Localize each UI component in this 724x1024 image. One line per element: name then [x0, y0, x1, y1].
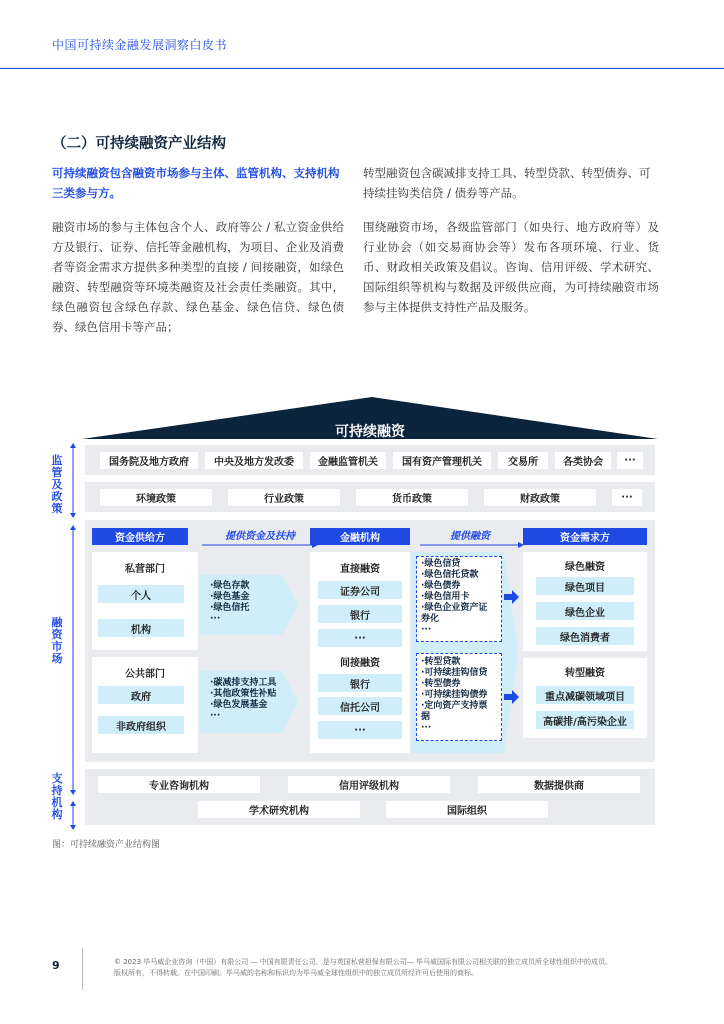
policy-item: 货币政策 — [356, 489, 468, 506]
regulator-item: 国务院及地方政府 — [100, 452, 198, 469]
footer-divider — [82, 948, 83, 990]
arrow2-list — [210, 678, 300, 722]
private-sector-title: 私营部门 — [125, 564, 165, 575]
green-demand-item: 绿色企业 — [536, 602, 634, 620]
public-sector-title: 公共部门 — [125, 669, 165, 680]
arrow1-item: ·绿色基金 — [210, 592, 250, 602]
footer-line-1: © 2023 毕马威企业咨询（中国）有限公司 — 中国有限责任公司，是与英国私营担保有限公司— 毕马威国际有限公司相关联的独立成员所全球性组织中的成员。 — [114, 958, 612, 966]
right-paragraph-1: 转型融资包含碳减排支持工具、转型贷款、转型债券、可持续挂钩类信贷 / 债券等产品。 — [363, 166, 651, 200]
indirect-item: ··· — [318, 721, 402, 739]
arrow2-item: ·其他政策性补贴 — [210, 689, 277, 699]
side-label-market: 融资市场 — [51, 616, 63, 665]
vertical-arrows — [68, 443, 78, 833]
direct-item: 银行 — [318, 605, 402, 623]
support-item: 信用评级机构 — [288, 776, 450, 793]
green-product-item: ·绿色信用卡 — [421, 592, 470, 602]
financial-institutions-header: 金融机构 — [310, 528, 410, 545]
flow-label-financing: 提供融资 — [450, 531, 490, 542]
small-arrow-transition — [504, 690, 520, 704]
green-product-item: ·绿色债券 — [421, 581, 461, 591]
transition-product-item: ·定向资产支持票 — [421, 701, 488, 711]
regulator-item: 交易所 — [498, 452, 548, 469]
green-products-list — [421, 559, 501, 636]
footer-legal — [114, 957, 674, 979]
figure-caption: 图：可持续融资产业结构图 — [52, 840, 161, 850]
indirect-financing-title: 间接融资 — [340, 658, 380, 669]
transition-product-item: ·转型贷款 — [421, 657, 461, 667]
direct-item: ··· — [318, 629, 402, 647]
regulator-item: 各类协会 — [555, 452, 611, 469]
transition-financing-title: 转型融资 — [565, 668, 605, 679]
indirect-item: 信托公司 — [318, 697, 402, 715]
support-item: 数据提供商 — [478, 776, 640, 793]
public-item: 非政府组织 — [98, 716, 184, 734]
support-item: 国际组织 — [386, 801, 548, 818]
transition-product-item: ·转型债券 — [421, 679, 461, 689]
small-arrow-green — [504, 590, 520, 604]
transition-product-item: ·可持续挂钩信贷 — [421, 668, 488, 678]
transition-products-list — [421, 657, 501, 734]
green-demand-item: 绿色项目 — [536, 577, 634, 595]
arrow2-item: ·碳减排支持工具 — [210, 678, 277, 688]
green-demand-item: 绿色消费者 — [536, 627, 634, 645]
side-label-support: 支持机构 — [51, 772, 63, 821]
regulator-item: 金融监管机关 — [310, 452, 386, 469]
green-financing-title: 绿色融资 — [565, 562, 605, 573]
private-item: 机构 — [98, 619, 184, 637]
industry-structure-diagram — [40, 395, 660, 835]
transition-product-item: ··· — [421, 723, 432, 733]
demand-header: 资金需求方 — [523, 528, 647, 545]
indirect-item: 银行 — [318, 674, 402, 692]
roof-title: 可持续融资 — [335, 424, 405, 440]
direct-item: 证券公司 — [318, 581, 402, 599]
policy-item: 环境政策 — [100, 489, 212, 506]
private-item: 个人 — [98, 585, 184, 603]
transition-product-item: 据 — [421, 712, 431, 722]
green-product-item: ·绿色企业资产证 — [421, 603, 488, 613]
right-paragraph-2: 围绕融资市场，各级监管部门（如央行、地方政府等）及行业协会（如交易商协会等）发布各项环境、行业、货币、财政相关政策及倡议。咨询、信用评级、学术研究、国际组织等机构与数据及评级供应商，为可持续融资市场参与主体提供支持性产品及服务。 — [363, 220, 659, 314]
arrow1-item: ·绿色存款 — [210, 581, 250, 591]
footer-line-2: 版权所有，不得转载。在中国印刷。毕马威的名称和标识均为毕马威全球性组织中的独立成员所经许可后使用的商标。 — [114, 969, 478, 977]
arrow2-item: ··· — [210, 711, 221, 721]
side-label-regulation: 监管及政策 — [51, 454, 63, 515]
transition-demand-item: 高碳排/高污染企业 — [536, 711, 634, 729]
header-title: 中国可持续金融发展洞察白皮书 — [52, 38, 228, 52]
transition-product-item: ·可持续挂钩债券 — [421, 690, 488, 700]
green-product-item: ·绿色信贷 — [421, 559, 461, 569]
flow-arrow-2 — [420, 541, 526, 549]
arrow1-item: ·绿色信托 — [210, 603, 250, 613]
supply-header: 资金供给方 — [92, 528, 188, 545]
policy-item: 行业政策 — [228, 489, 340, 506]
support-item: 学术研究机构 — [198, 801, 360, 818]
support-item: 专业咨询机构 — [98, 776, 260, 793]
flow-arrow-1 — [202, 541, 320, 549]
regulator-item: 国有资产管理机关 — [393, 452, 491, 469]
transition-demand-item: 重点减碳领域项目 — [536, 686, 634, 704]
policy-item: 财政政策 — [484, 489, 596, 506]
policy-item: ··· — [612, 489, 642, 506]
left-lead-paragraph: 可持续融资包含融资市场参与主体、监管机构、支持机构三类参与方。 — [52, 166, 340, 200]
regulator-item: ··· — [617, 452, 643, 469]
header-divider — [0, 68, 724, 69]
green-product-item: ·绿色信托贷款 — [421, 570, 479, 580]
section-title: （二）可持续融资产业结构 — [52, 136, 226, 152]
page-number: 9 — [52, 959, 60, 972]
direct-financing-title: 直接融资 — [340, 564, 380, 575]
green-product-item: 券化 — [421, 614, 440, 624]
left-body-paragraph: 融资市场的参与主体包含个人、政府等公 / 私立资金供给方及银行、证券、信托等金融机构，为项目、企业及消费者等资金需求方提供多种类型的直接 / 间接融资，如绿色融资、转型融资等环境类融资及社会责任类融资。其中，绿色融资包含绿色存款、绿色基金、绿色信贷、绿色债券、绿色信用卡等产品； — [52, 220, 344, 334]
arrow1-item: ··· — [210, 614, 221, 624]
arrow1-list — [210, 581, 290, 625]
flow-label-funding: 提供资金及扶持 — [225, 531, 295, 542]
public-item: 政府 — [98, 686, 184, 704]
arrow2-item: ·绿色发展基金 — [210, 700, 268, 710]
regulator-item: 中央及地方发改委 — [205, 452, 303, 469]
green-product-item: ··· — [421, 625, 432, 635]
